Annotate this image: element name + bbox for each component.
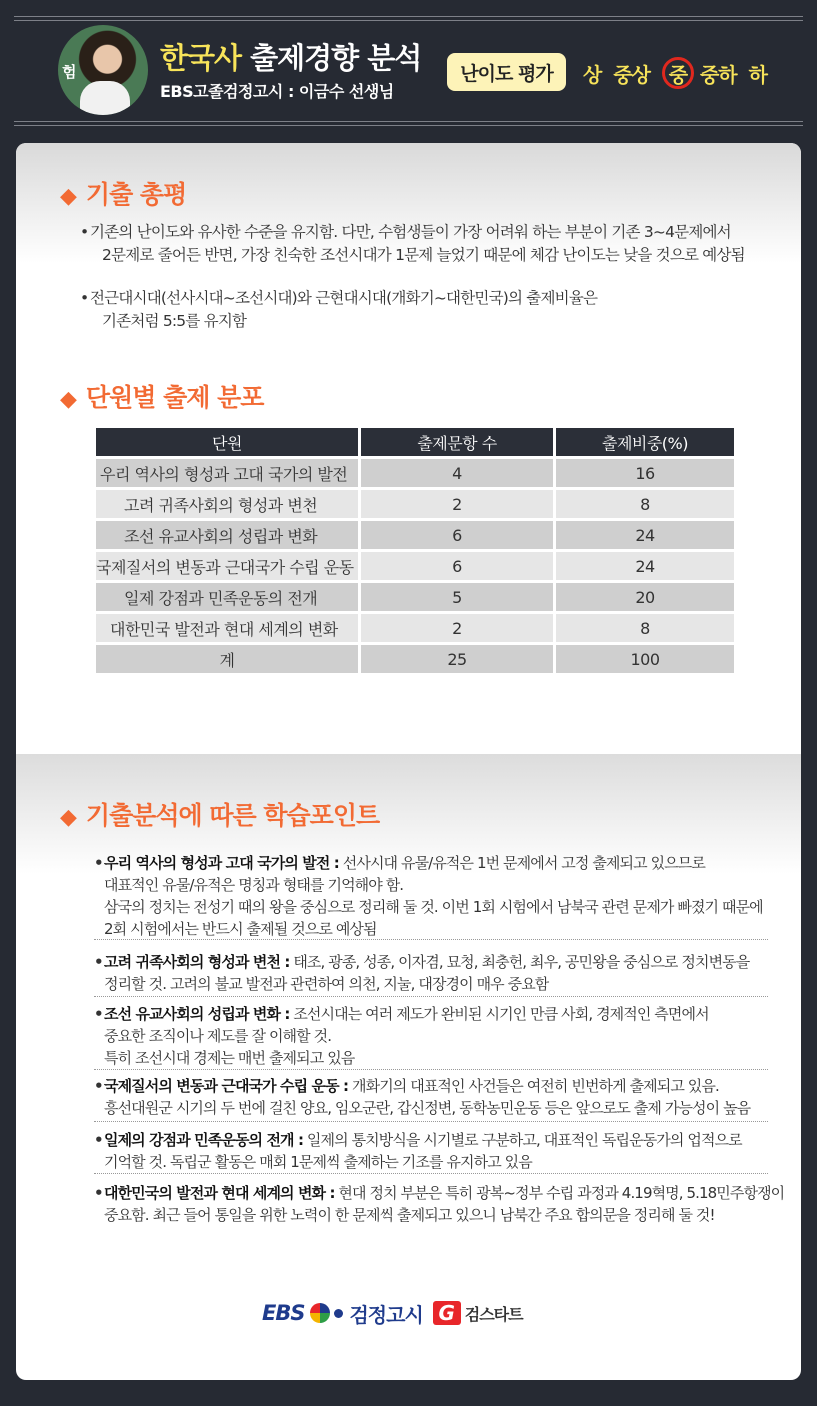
difficulty-levels: [583, 57, 779, 89]
diamond-icon: ◆: [60, 184, 76, 209]
header-top-line: [14, 16, 803, 17]
table-row: 우리 역사의 형성과 고대 국가의 발전 4 16: [96, 459, 734, 487]
point-item-3: • 조선 유교사회의 성립과 변화 : 조선시대는 여러 제도가 완비된 시기인 만큼 사회, 경제적인 측면에서 중요한 조직이나 제도를 잘 이해할 것. 특히 조선시대 경제는 매번 출제되고 있음: [94, 1005, 709, 1067]
gumstart-logo-icon: G: [433, 1301, 461, 1325]
page-title: [160, 36, 421, 77]
summary-bullet-1: • 기존의 난이도와 유사한 수준을 유지함. 다만, 수험생들이 가장 어려워 하는 부분이 기존 3~4문제에서 2문제로 줄어든 반면, 가장 친숙한 조선시대가 1문제 늘었기 때문에 체감 난이도는 낮을 것으로 예상됨: [80, 223, 745, 264]
level-mid-selected: 중: [662, 57, 694, 89]
level-mid-high: 중상: [613, 62, 650, 87]
col-count: 출제문항 수: [361, 428, 553, 456]
point-item-2: • 고려 귀족사회의 형성과 변천 : 태조, 광종, 성종, 이자겸, 묘청, 최충헌, 최우, 공민왕을 중심으로 정치변동을 정리할 것. 고려의 불교 발전과 관련하여 의천, 지눌, 대장경이 매우 중요함: [94, 953, 750, 993]
divider: [94, 939, 768, 940]
header-bottom-line-2: [14, 125, 803, 126]
table-total-row: 계 25 100: [96, 645, 734, 673]
avatar-tag: 험: [62, 63, 77, 81]
ebs-logo: EBS: [262, 1301, 305, 1325]
summary-bullet-2: • 전근대시대(선사시대~조선시대)와 근현대시대(개화기~대한민국)의 출제비율은 기존처럼 5:5를 유지함: [80, 289, 598, 330]
table-row: 대한민국 발전과 현대 세계의 변화 2 8: [96, 614, 734, 642]
title-highlight: 한국사: [160, 41, 242, 75]
diamond-icon: ◆: [60, 805, 76, 830]
header-bottom-line: [14, 121, 803, 122]
divider: [94, 1121, 768, 1122]
gumstart-logo-text: 검스타트: [464, 1304, 523, 1324]
content-card: [16, 143, 801, 1380]
table-row: 고려 귀족사회의 형성과 변천 2 8: [96, 490, 734, 518]
table-row: 조선 유교사회의 성립과 변화 6 24: [96, 521, 734, 549]
table-row: 국제질서의 변동과 근대국가 수립 운동 6 24: [96, 552, 734, 580]
teacher-avatar: [58, 25, 148, 115]
col-unit: 단원: [96, 428, 358, 456]
footer-logos: [262, 1293, 562, 1333]
divider: [94, 996, 768, 997]
col-ratio: 출제비중(%): [556, 428, 734, 456]
section-summary-title: ◆ 기출 총평: [60, 180, 187, 209]
difficulty-badge: 난이도 평가: [447, 53, 566, 91]
point-item-6: • 대한민국의 발전과 현대 세계의 변화 : 현대 정치 부분은 특히 광복~정부 수립 과정과 4.19혁명, 5.18민주항쟁이 중요함. 최근 들어 통일을 위한 노력이 한 문제씩 출제되고 있으니 남북간 주요 합의문을 정리해 둘 것!: [94, 1184, 785, 1224]
diamond-icon: ◆: [60, 387, 76, 412]
divider: [94, 1173, 768, 1174]
point-item-5: • 일제의 강점과 민족운동의 전개 : 일제의 통치방식을 시기별로 구분하고, 대표적인 독립운동가의 업적으로 기억할 것. 독립군 활동은 매회 1문제씩 출제하는 기조를 유지하고 있음: [94, 1131, 742, 1171]
page-subtitle: EBS고졸검정고시 : 이금수 선생님: [160, 82, 394, 101]
header: [0, 0, 817, 140]
table-row: 일제 강점과 민족운동의 전개 5 20: [96, 583, 734, 611]
divider: [94, 1069, 768, 1070]
gumjeong-logo-text: 검정고시: [349, 1302, 423, 1327]
section-distribution-title: ◆ 단원별 출제 분포: [60, 383, 264, 412]
point-item-4: • 국제질서의 변동과 근대국가 수립 운동 : 개화기의 대표적인 사건들은 여전히 빈번하게 출제되고 있음. 흥선대원군 시기의 두 번에 걸친 양요, 임오군란, 갑신정변, 동학농민운동 등은 앞으로도 출제 가능성이 높음: [94, 1077, 751, 1117]
ebs-dots-icon: [310, 1303, 343, 1323]
header-top-line-2: [14, 20, 803, 21]
section-points-title: ◆ 기출분석에 따른 학습포인트: [60, 801, 380, 830]
level-mid-low: 중하: [699, 62, 737, 87]
table-header-row: [96, 428, 734, 456]
level-high: 상: [583, 62, 602, 87]
title-rest: 출제경향 분석: [241, 41, 422, 75]
distribution-table: [93, 425, 737, 676]
point-item-1: • 우리 역사의 형성과 고대 국가의 발전 : 선사시대 유물/유적은 1번 문제에서 고정 출제되고 있으므로 대표적인 유물/유적은 명칭과 형태를 기억해야 함. 삼국의 정치는 전성기 때의 왕을 중심으로 정리해 둘 것. 이번 1회 시험에서 남북국 관련 문제가 빠졌기 때문에 2회 시험에서는 반드시 출제될 것으로 예상됨: [94, 854, 763, 938]
level-low: 하: [748, 62, 767, 87]
